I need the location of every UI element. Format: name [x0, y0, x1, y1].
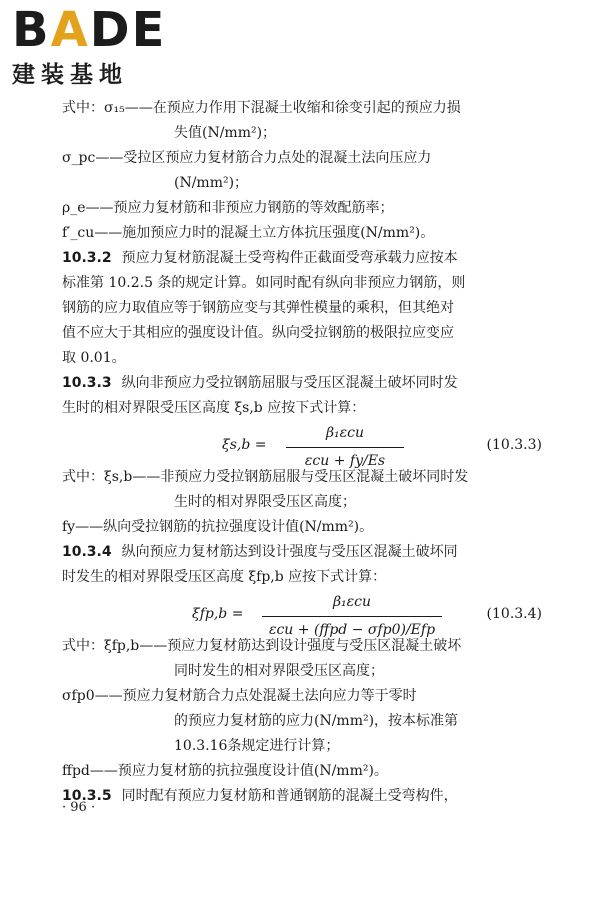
paragraph-line: 生时的相对界限受压区高度 ξs,b 应按下式计算： — [62, 400, 366, 416]
definition-item — [62, 96, 542, 121]
equation-lhs: ξs,b = — [222, 437, 267, 453]
section-10-3-4 — [62, 540, 542, 590]
definition-symbol: σfp0—— — [62, 688, 123, 704]
definition-list-3 — [62, 634, 542, 784]
paragraph-line: 钢筋的应力取值应等于钢筋应变与其弹性模量的乘积，但其绝对 — [62, 300, 454, 316]
definition-continuation: 10.3.16条规定进行计算； — [174, 738, 340, 754]
equation-10-3-4 — [62, 590, 542, 638]
definition-continuation: 同时发生的相对界限受压区高度； — [174, 663, 384, 679]
definition-symbol: ffpd—— — [62, 763, 118, 779]
definition-item — [62, 684, 542, 709]
definition-text: 受拉区预应力复材筋合力点处的混凝土法向压应力 — [123, 150, 432, 166]
paragraph-line: 预应力复材筋混凝土受弯构件正截面受弯承载力应按本 — [121, 250, 458, 266]
paragraph-line: 纵向非预应力受拉钢筋屈服与受压区混凝土破坏同时发 — [121, 375, 458, 391]
equation-numerator: β₁εcu — [332, 594, 372, 610]
paragraph-line: 时发生的相对界限受压区高度 ξfp,b 应按下式计算： — [62, 569, 387, 585]
logo — [12, 2, 182, 89]
section-10-3-3 — [62, 371, 542, 421]
equation-denominator: εcu + fy/Es — [304, 453, 386, 469]
definition-text: 预应力复材筋达到设计强度与受压区混凝土破坏 — [167, 638, 462, 654]
definition-symbol: 式中：σ₁₅—— — [62, 100, 153, 116]
paragraph-line: 标准第 10.2.5 条的规定计算。如同时配有纵向非预应力钢筋，则 — [62, 275, 466, 291]
definition-item — [62, 515, 542, 540]
definition-text: 非预应力受拉钢筋屈服与受压区混凝土破坏同时发 — [160, 469, 469, 485]
section-number: 10.3.3 — [62, 375, 112, 391]
definition-continuation: 生时的相对界限受压区高度； — [174, 494, 356, 510]
equation-number: (10.3.4) — [486, 606, 542, 622]
paragraph-line: 取 0.01。 — [62, 350, 126, 366]
equation-fraction — [262, 590, 442, 643]
paragraph-line: 值不应大于其相应的强度设计值。纵向受拉钢筋的极限拉应变应 — [62, 325, 454, 341]
section-number: 10.3.5 — [62, 788, 112, 804]
section-number: 10.3.4 — [62, 544, 112, 560]
definition-item — [62, 196, 542, 221]
definition-symbol: fy—— — [62, 519, 104, 535]
equation-denominator: εcu + (ffpd − σfp0)/Efp — [268, 622, 436, 638]
definition-symbol: σ_pc—— — [62, 150, 124, 166]
logo-subtitle: 建装基地 — [12, 62, 128, 88]
document-body — [62, 96, 542, 809]
definition-list-2 — [62, 465, 542, 540]
equation-numerator: β₁εcu — [325, 425, 365, 441]
logo-brand: BADE — [12, 2, 167, 58]
definition-symbol: 式中：ξfp,b—— — [62, 638, 168, 654]
section-10-3-5 — [62, 784, 542, 809]
definition-symbol: f′_cu—— — [62, 225, 123, 241]
definition-list-1 — [62, 96, 542, 246]
equation-fraction — [286, 421, 404, 474]
fraction-bar — [286, 447, 404, 448]
definition-symbol: ρ_e—— — [62, 200, 114, 216]
paragraph-line: 同时配有预应力复材筋和普通钢筋的混凝土受弯构件， — [121, 788, 458, 804]
equation-number: (10.3.3) — [486, 437, 542, 453]
definition-symbol: 式中：ξs,b—— — [62, 469, 161, 485]
definition-text: 纵向受拉钢筋的抗拉强度设计值(N/mm²)。 — [103, 519, 374, 535]
definition-continuation: 失值(N/mm²)； — [174, 125, 277, 141]
definition-continuation: (N/mm²)； — [174, 175, 249, 191]
definition-text: 在预应力作用下混凝土收缩和徐变引起的预应力损 — [152, 100, 461, 116]
section-10-3-2 — [62, 246, 542, 371]
definition-text: 预应力复材筋的抗拉强度设计值(N/mm²)。 — [117, 763, 388, 779]
definition-item — [62, 759, 542, 784]
definition-item — [62, 146, 542, 171]
definition-text: 预应力复材筋和非预应力钢筋的等效配筋率； — [113, 200, 394, 216]
equation-10-3-3 — [62, 421, 542, 469]
page-number: · 96 · — [62, 800, 96, 815]
equation-lhs: ξfp,b = — [192, 606, 244, 622]
fraction-bar — [262, 616, 442, 617]
definition-continuation: 的预应力复材筋的应力(N/mm²)，按本标准第 — [174, 713, 459, 729]
section-number: 10.3.2 — [62, 250, 112, 266]
definition-text: 预应力复材筋合力点处混凝土法向应力等于零时 — [122, 688, 417, 704]
definition-text: 施加预应力时的混凝土立方体抗压强度(N/mm²)。 — [122, 225, 435, 241]
definition-item — [62, 221, 542, 246]
paragraph-line: 纵向预应力复材筋达到设计强度与受压区混凝土破坏同 — [121, 544, 458, 560]
